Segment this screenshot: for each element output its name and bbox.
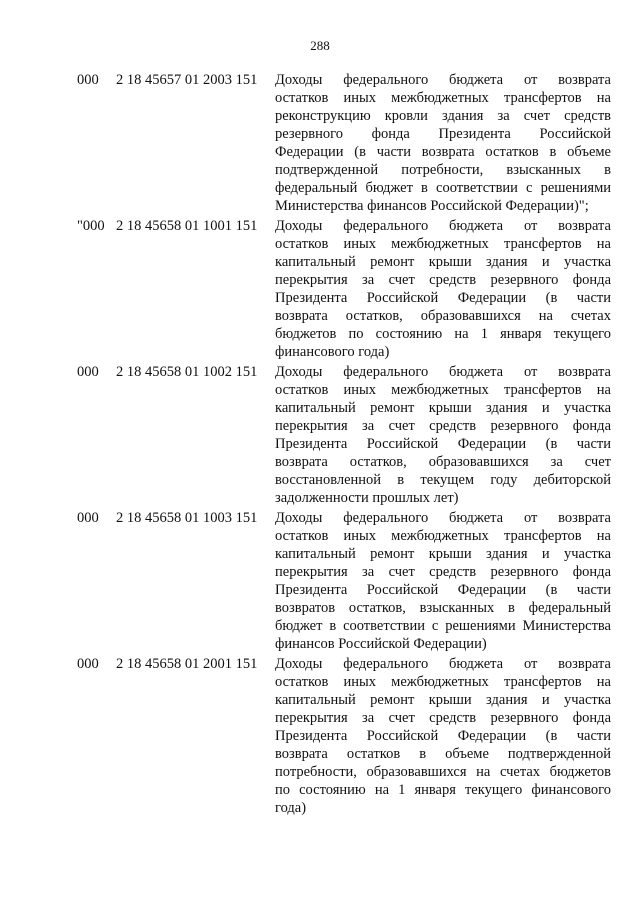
budget-classification-code: 2 18 45658 01 2001 151 bbox=[116, 656, 258, 672]
description-line: перекрытия за счет средств резервного фонда bbox=[275, 564, 611, 580]
description-line: Доходы федерального бюджета от возврата bbox=[275, 72, 611, 88]
revenue-description bbox=[275, 363, 611, 507]
description-line: остатков иных межбюджетных трансфертов на bbox=[275, 528, 611, 544]
description-line: по состоянию на 1 января текущего финансового bbox=[275, 782, 611, 798]
description-line: резервного фонда Президента Российской bbox=[275, 126, 611, 142]
description-line: года) bbox=[275, 800, 307, 816]
page-number: 288 bbox=[310, 38, 330, 53]
description-line: Федерации (в части возврата остатков в объеме bbox=[275, 144, 611, 160]
revenue-code-entry bbox=[0, 71, 640, 215]
revenue-description bbox=[275, 71, 611, 215]
description-line: возвратов остатков, взысканных в федеральный bbox=[275, 600, 611, 616]
description-line: Доходы федерального бюджета от возврата bbox=[275, 656, 611, 672]
description-line: остатков иных межбюджетных трансфертов на bbox=[275, 236, 611, 252]
description-line: Президента Российской Федерации (в части bbox=[275, 290, 611, 306]
description-line: потребности, образовавшихся на счетах бюджетов bbox=[275, 764, 611, 780]
administrator-code: 000 bbox=[77, 656, 99, 672]
description-line: бюджетов по состоянию на 1 января текущего bbox=[275, 326, 611, 342]
administrator-code: 000 bbox=[77, 364, 99, 380]
revenue-code-entry bbox=[0, 509, 640, 653]
revenue-code-entry bbox=[0, 217, 640, 361]
description-line: капитальный ремонт крыши здания и участка bbox=[275, 254, 611, 270]
description-line: финансового года) bbox=[275, 344, 390, 360]
description-line: Президента Российской Федерации (в части bbox=[275, 728, 611, 744]
budget-classification-code: 2 18 45658 01 1003 151 bbox=[116, 510, 258, 526]
description-line: бюджет в соответствии с решениями Министерства bbox=[275, 618, 611, 634]
description-line: реконструкцию кровли здания за счет средств bbox=[275, 108, 611, 124]
revenue-code-entry bbox=[0, 363, 640, 507]
description-line: капитальный ремонт крыши здания и участка bbox=[275, 546, 611, 562]
description-line: перекрытия за счет средств резервного фонда bbox=[275, 418, 611, 434]
revenue-description bbox=[275, 509, 611, 653]
description-line: возврата остатков, образовавшихся на счетах bbox=[275, 308, 611, 324]
description-line: подтвержденной потребности, взысканных в bbox=[275, 162, 611, 178]
budget-classification-code: 2 18 45658 01 1001 151 bbox=[116, 218, 258, 234]
revenue-code-entry bbox=[0, 655, 640, 817]
description-line: Доходы федерального бюджета от возврата bbox=[275, 364, 611, 380]
description-line: остатков иных межбюджетных трансфертов на bbox=[275, 382, 611, 398]
description-line: Президента Российской Федерации (в части bbox=[275, 582, 611, 598]
description-line: возврата остатков, образовавшихся за счет bbox=[275, 454, 611, 470]
description-line: остатков иных межбюджетных трансфертов на bbox=[275, 674, 611, 690]
description-line: Доходы федерального бюджета от возврата bbox=[275, 218, 611, 234]
description-line: Министерства финансов Российской Федерации)"; bbox=[275, 198, 589, 214]
revenue-code-list bbox=[0, 71, 640, 819]
description-line: задолженности прошлых лет) bbox=[275, 490, 459, 506]
description-line: капитальный ремонт крыши здания и участка bbox=[275, 692, 611, 708]
description-line: восстановленной в текущем году дебиторской bbox=[275, 472, 611, 488]
revenue-description bbox=[275, 655, 611, 817]
description-line: федеральный бюджет в соответствии с решениями bbox=[275, 180, 611, 196]
revenue-description bbox=[275, 217, 611, 361]
budget-classification-code: 2 18 45658 01 1002 151 bbox=[116, 364, 258, 380]
description-line: остатков иных межбюджетных трансфертов на bbox=[275, 90, 611, 106]
description-line: капитальный ремонт крыши здания и участка bbox=[275, 400, 611, 416]
description-line: возврата остатков в объеме подтвержденной bbox=[275, 746, 611, 762]
administrator-code: 000 bbox=[77, 72, 99, 88]
description-line: перекрытия за счет средств резервного фонда bbox=[275, 272, 611, 288]
description-line: Доходы федерального бюджета от возврата bbox=[275, 510, 611, 526]
administrator-code: 000 bbox=[77, 510, 99, 526]
description-line: Президента Российской Федерации (в части bbox=[275, 436, 611, 452]
description-line: перекрытия за счет средств резервного фонда bbox=[275, 710, 611, 726]
description-line: финансов Российской Федерации) bbox=[275, 636, 487, 652]
administrator-code: "000 bbox=[77, 218, 105, 234]
budget-classification-code: 2 18 45657 01 2003 151 bbox=[116, 72, 258, 88]
